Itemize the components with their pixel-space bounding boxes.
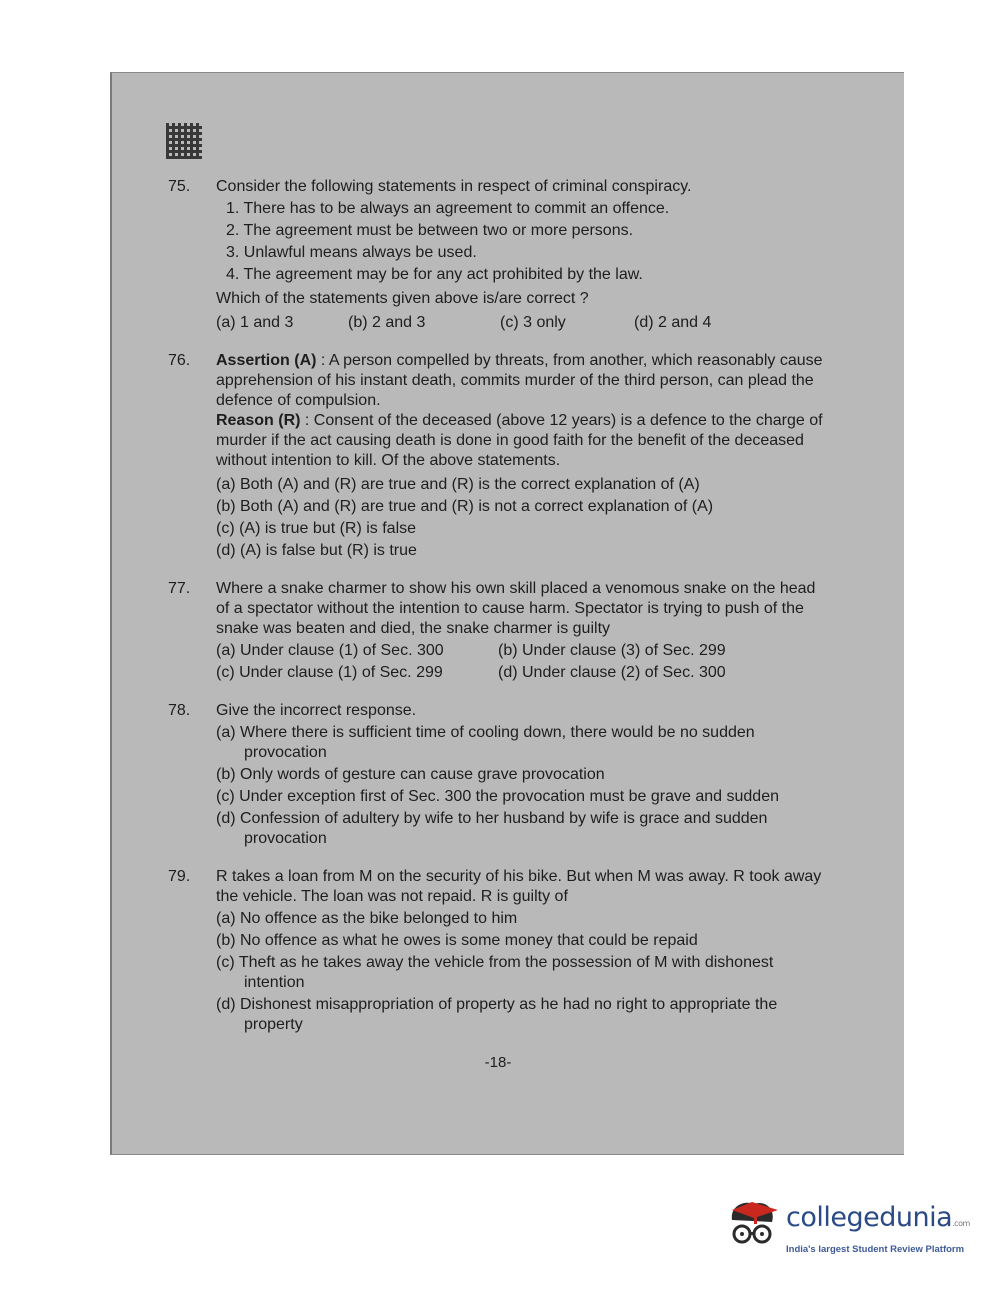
statement-item: 2. The agreement must be between two or more persons. xyxy=(226,222,634,239)
option-d: (d) Dishonest misappropriation of property as he had no right to appropriate the property xyxy=(216,996,778,1033)
option-c: (c) 3 only xyxy=(500,314,566,331)
question-number: 78. xyxy=(168,702,191,719)
page-number: -18- xyxy=(484,1054,512,1071)
option-a: (a) No offence as the bike belonged to him xyxy=(216,910,518,927)
options-row xyxy=(216,313,828,333)
option-b: (b) 2 and 3 xyxy=(348,314,426,331)
options-grid xyxy=(216,641,828,683)
question-number: 77. xyxy=(168,580,191,597)
option-b: (b) No offence as what he owes is some money that could be repaid xyxy=(216,932,698,949)
option-a: (a) Both (A) and (R) are true and (R) is the correct explanation of (A) xyxy=(216,476,700,493)
question-number: 75. xyxy=(168,178,191,195)
option-c: (c) Under clause (1) of Sec. 299 xyxy=(216,664,443,681)
question-stem: Where a snake charmer to show his own skill placed a venomous snake on the head of a spectator without the intention to cause harm. Spectator is trying to push of the snake was beaten and died, the snake charmer is guilty xyxy=(216,580,816,637)
statement-item: 3. Unlawful means always be used. xyxy=(226,244,477,261)
reason xyxy=(216,411,828,471)
option-b: (b) Under clause (3) of Sec. 299 xyxy=(498,642,726,659)
option-d: (d) Under clause (2) of Sec. 300 xyxy=(498,664,726,681)
question-stem: Give the incorrect response. xyxy=(216,702,417,719)
option-d: (d) (A) is false but (R) is true xyxy=(216,542,417,559)
options-list xyxy=(216,723,828,849)
logo-tagline: India's largest Student Review Platform xyxy=(786,1244,965,1255)
assertion-label: Assertion (A) xyxy=(216,352,317,369)
question-77 xyxy=(168,579,828,683)
scanned-page xyxy=(110,72,904,1155)
question-76 xyxy=(168,351,828,561)
statement-item: 4. The agreement may be for any act prohibited by the law. xyxy=(226,266,643,283)
option-a: (a) 1 and 3 xyxy=(216,314,294,331)
question-prompt: Which of the statements given above is/are correct ? xyxy=(216,290,589,307)
logo-wordmark xyxy=(786,1202,970,1233)
question-number: 79. xyxy=(168,868,191,885)
option-c: (c) (A) is true but (R) is false xyxy=(216,520,417,537)
statement-list xyxy=(216,199,828,285)
assertion xyxy=(216,351,828,411)
options-list xyxy=(216,909,828,1035)
question-stem: R takes a loan from M on the security of his bike. But when M was away. R took away the vehicle. The loan was not repaid. R is guilty of xyxy=(216,868,822,905)
collegedunia-logo[interactable] xyxy=(724,1196,970,1260)
logo-name: collegedunia xyxy=(786,1202,953,1233)
question-75 xyxy=(168,177,828,333)
option-d: (d) 2 and 4 xyxy=(634,314,712,331)
reason-label: Reason (R) xyxy=(216,412,301,429)
question-list xyxy=(168,177,828,1073)
option-a: (a) Where there is sufficient time of cooling down, there would be no sudden provocation xyxy=(216,724,755,761)
statement-item: 1. There has to be always an agreement to commit an offence. xyxy=(226,200,670,217)
reason-text: : Consent of the deceased (above 12 years) is a defence to the charge of murder if the act causing death is done in good faith for the benefit of the deceased without intention to kill. Of the above statements. xyxy=(216,412,823,469)
option-b: (b) Only words of gesture can cause grave provocation xyxy=(216,766,605,783)
question-79 xyxy=(168,867,828,1035)
question-stem: Consider the following statements in respect of criminal conspiracy. xyxy=(216,178,692,195)
option-c: (c) Under exception first of Sec. 300 the provocation must be grave and sudden xyxy=(216,788,779,805)
option-d: (d) Confession of adultery by wife to her husband by wife is grace and sudden provocation xyxy=(216,810,768,847)
logo-suffix: .com xyxy=(952,1219,970,1228)
question-number: 76. xyxy=(168,352,191,369)
options-list xyxy=(216,475,828,561)
mascot-icon xyxy=(724,1196,782,1256)
option-b: (b) Both (A) and (R) are true and (R) is not a correct explanation of (A) xyxy=(216,498,714,515)
assertion-text: : A person compelled by threats, from another, which reasonably cause apprehension of his instant death, commits murder of the third person, can plead the defence of compulsion. xyxy=(216,352,823,409)
qr-code-icon xyxy=(166,123,202,159)
option-a: (a) Under clause (1) of Sec. 300 xyxy=(216,642,444,659)
question-78 xyxy=(168,701,828,849)
option-c: (c) Theft as he takes away the vehicle from the possession of M with dishonest intention xyxy=(216,954,774,991)
